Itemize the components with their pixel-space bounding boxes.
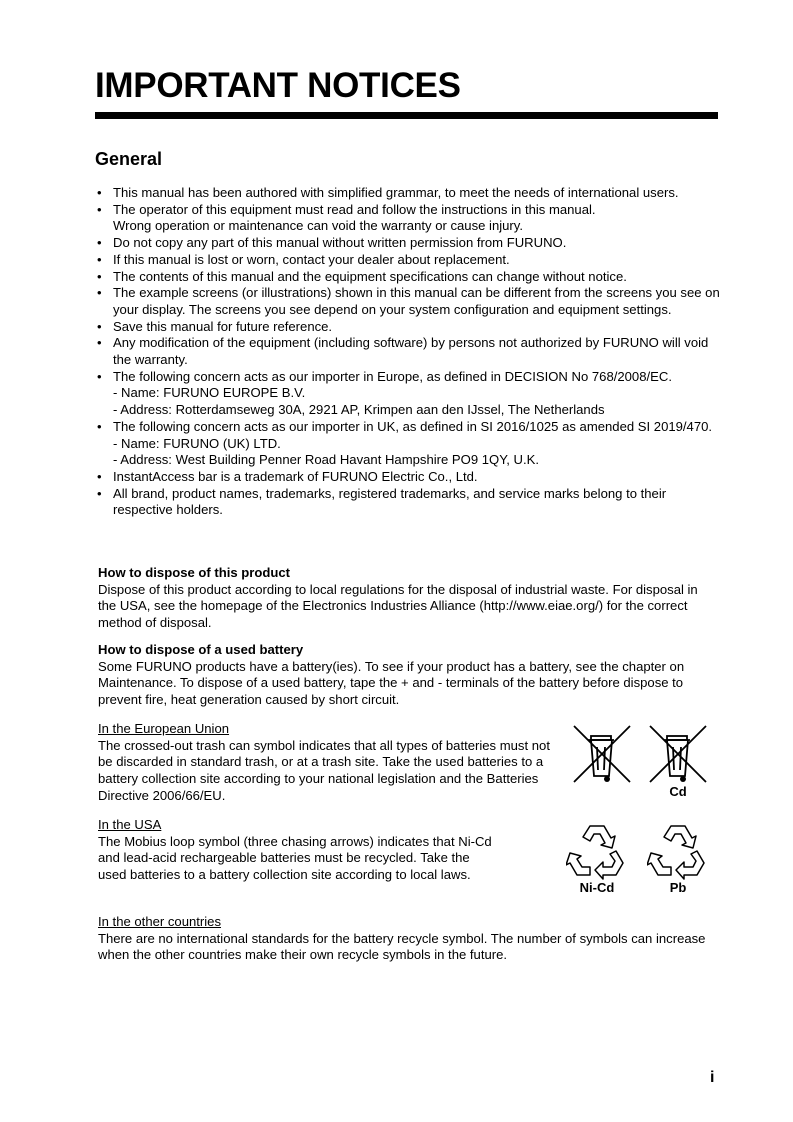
general-bullet-item xyxy=(95,319,720,336)
nicd-label: Ni-Cd xyxy=(579,880,615,895)
cd-label: Cd xyxy=(669,784,687,799)
dispose-product-section xyxy=(98,565,714,632)
general-bullet-item xyxy=(95,486,720,519)
bullet-text: Save this manual for future reference. xyxy=(113,318,333,334)
bullet-subline: - Name: FURUNO EUROPE B.V. xyxy=(113,385,306,401)
dispose-battery-heading: How to dispose of a used battery xyxy=(98,642,304,657)
bullet-subline: - Name: FURUNO (UK) LTD. xyxy=(113,435,281,451)
recycle-pb-icon xyxy=(647,822,709,895)
general-bullet-item xyxy=(95,235,720,252)
dispose-product-heading: How to dispose of this product xyxy=(98,565,291,580)
bullet-text: InstantAccess bar is a trademark of FURUNO Electric Co., Ltd. xyxy=(113,468,478,484)
pb-label: Pb xyxy=(669,880,687,895)
eu-section xyxy=(98,721,550,805)
title-rule xyxy=(95,112,718,119)
general-bullet-item xyxy=(95,469,720,486)
crossed-bin-icon-1 xyxy=(570,722,634,786)
general-bullet-item xyxy=(95,285,720,318)
bullet-subline: Wrong operation or maintenance can void the warranty or cause injury. xyxy=(113,218,524,234)
bullet-text: If this manual is lost or worn, contact your dealer about replacement. xyxy=(113,251,510,267)
recycle-nicd-icon xyxy=(566,822,628,895)
general-bullet-item xyxy=(95,419,720,469)
usa-text: The Mobius loop symbol (three chasing arrows) indicates that Ni-Cd and lead-acid rechargeable batteries must be recycled. Take the used batteries to a battery collection site according to local laws. xyxy=(98,833,492,883)
crossed-bin-icon xyxy=(646,722,710,786)
general-bullet-item xyxy=(95,202,720,235)
section-title-general: General xyxy=(95,149,163,169)
bullet-text: The example screens (or illustrations) shown in this manual can be different from the screens you see on your display. The screens you see depend on your system configuration and equipment settings. xyxy=(113,285,720,317)
eu-heading: In the European Union xyxy=(98,721,230,736)
crossed-bin-cd-icon xyxy=(646,722,710,799)
general-bullet-item xyxy=(95,252,720,269)
bullet-subline: - Address: West Building Penner Road Havant Hampshire PO9 1QY, U.K. xyxy=(113,452,539,468)
recycle-icon xyxy=(566,822,628,880)
bullet-text: This manual has been authored with simplified grammar, to meet the needs of international users. xyxy=(113,185,679,200)
bullet-text: All brand, product names, trademarks, registered trademarks, and service marks belong to their respective holders. xyxy=(113,485,667,518)
other-text: There are no international standards for the battery recycle symbol. The number of symbols can increase when the other countries make their own recycle symbols in the future. xyxy=(98,930,706,963)
general-bullet-item xyxy=(95,185,720,202)
general-bullet-item xyxy=(95,369,720,419)
dispose-product-text: Dispose of this product according to local regulations for the disposal of industrial waste. For disposal in the USA, see the homepage of the Electronics Industries Alliance (http://www.eiae.org/) for the correct method of disposal. xyxy=(98,581,698,631)
dispose-battery-section xyxy=(98,642,714,709)
general-bullet-item xyxy=(95,335,720,368)
crossed-bin-icon xyxy=(570,722,634,786)
bullet-text: Any modification of the equipment (including software) by persons not authorized by FURUNO will void the warranty. xyxy=(113,335,709,368)
bullet-text: Do not copy any part of this manual without written permission from FURUNO. xyxy=(113,235,567,251)
usa-section xyxy=(98,817,498,884)
page-number: i xyxy=(710,1069,715,1086)
usa-heading: In the USA xyxy=(98,817,162,832)
other-heading: In the other countries xyxy=(98,914,222,929)
other-countries-section xyxy=(98,914,714,964)
general-bullet-list xyxy=(95,185,720,519)
recycle-icon xyxy=(647,822,709,880)
bullet-text: • The following concern acts as our importer in UK, as defined in SI 2016/1025 as amended SI 2019/470. xyxy=(113,418,713,434)
bullet-text: • The following concern acts as our importer in Europe, as defined in DECISION No 768/2008/EC. xyxy=(113,368,672,384)
eu-text: The crossed-out trash can symbol indicates that all types of batteries must not be discarded in standard trash, or at a trash site. Take the used batteries to a battery collection site according to your national legislation and the Batteries Directive 2006/66/EU. xyxy=(98,737,550,803)
page-title: IMPORTANT NOTICES xyxy=(95,66,461,105)
bullet-subline: - Address: Rotterdamseweg 30A, 2921 AP, Krimpen aan den IJssel, The Netherlands xyxy=(113,402,605,418)
dispose-battery-text: Some FURUNO products have a battery(ies). To see if your product has a battery, see the chapter on Maintenance. To dispose of a used battery, tape the + and - terminals of the battery before dispose to prevent fire, heat generation caused by short circuit. xyxy=(98,658,685,708)
general-bullet-item xyxy=(95,269,720,286)
bullet-text: • The operator of this equipment must read and follow the instructions in this manual. xyxy=(113,201,596,217)
bullet-text: The contents of this manual and the equipment specifications can change without notice. xyxy=(113,268,627,284)
